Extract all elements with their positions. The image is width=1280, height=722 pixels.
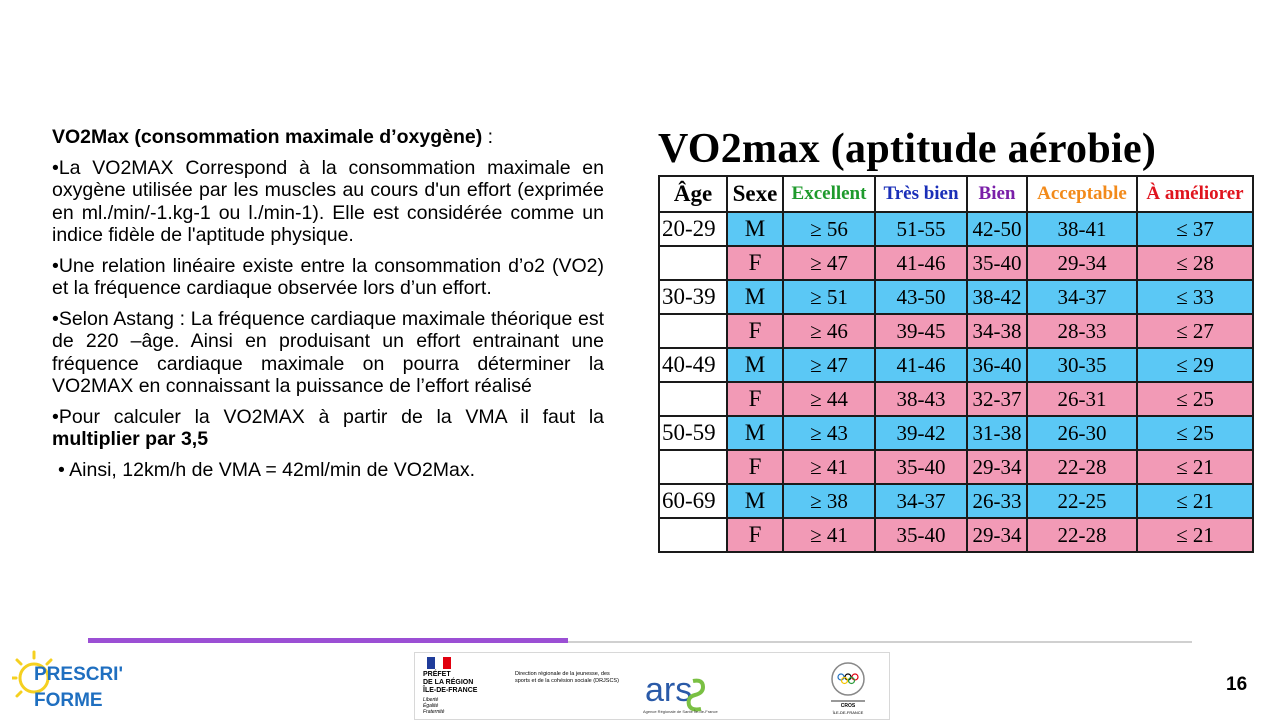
value-cell-bien: 34-38 bbox=[967, 314, 1027, 348]
prescriforme-logo bbox=[12, 646, 132, 716]
accent-bar bbox=[88, 638, 568, 643]
value-cell-excellent: ≥ 41 bbox=[783, 518, 875, 552]
value-cell-tres-bien: 34-37 bbox=[875, 484, 967, 518]
age-cell: 50-59 bbox=[659, 416, 727, 450]
value-cell-ameliorer: ≤ 37 bbox=[1137, 212, 1253, 246]
value-cell-bien: 38-42 bbox=[967, 280, 1027, 314]
column-header: Âge bbox=[659, 176, 727, 212]
table-row bbox=[659, 382, 1253, 416]
value-cell-tres-bien: 51-55 bbox=[875, 212, 967, 246]
value-cell-ameliorer: ≤ 27 bbox=[1137, 314, 1253, 348]
bullet-linear-relation: •Une relation linéaire existe entre la consommation d’o2 (VO2) et la fréquence cardiaque observée lors d’un effort. bbox=[52, 254, 604, 299]
value-cell-excellent: ≥ 47 bbox=[783, 246, 875, 280]
value-cell-bien: 29-34 bbox=[967, 450, 1027, 484]
page-number: 16 bbox=[1226, 674, 1248, 695]
column-header: Très bien bbox=[875, 176, 967, 212]
sex-cell: M bbox=[727, 280, 783, 314]
motto-line2: Égalité bbox=[423, 703, 439, 709]
value-cell-ameliorer: ≤ 25 bbox=[1137, 382, 1253, 416]
table-row bbox=[659, 212, 1253, 246]
value-cell-acceptable: 30-35 bbox=[1027, 348, 1137, 382]
heading-text: VO2Max (consommation maximale d’oxygène) bbox=[52, 126, 483, 148]
sex-cell: F bbox=[727, 518, 783, 552]
sex-cell: F bbox=[727, 450, 783, 484]
motto-line3: Fraternité bbox=[423, 709, 445, 715]
value-cell-bien: 31-38 bbox=[967, 416, 1027, 450]
value-cell-bien: 42-50 bbox=[967, 212, 1027, 246]
value-cell-ameliorer: ≤ 33 bbox=[1137, 280, 1253, 314]
cros-label: CROS bbox=[840, 703, 856, 709]
value-cell-ameliorer: ≤ 21 bbox=[1137, 484, 1253, 518]
value-cell-tres-bien: 43-50 bbox=[875, 280, 967, 314]
table-title: VO2max (aptitude aérobie) bbox=[658, 126, 1157, 172]
prescriforme-line2: FORME bbox=[34, 690, 103, 711]
value-cell-tres-bien: 41-46 bbox=[875, 348, 967, 382]
table-row bbox=[659, 484, 1253, 518]
value-cell-excellent: ≥ 41 bbox=[783, 450, 875, 484]
content-text bbox=[52, 126, 604, 489]
age-cell: 60-69 bbox=[659, 484, 727, 518]
value-cell-acceptable: 22-28 bbox=[1027, 450, 1137, 484]
value-cell-acceptable: 22-25 bbox=[1027, 484, 1137, 518]
value-cell-bien: 32-37 bbox=[967, 382, 1027, 416]
table-row bbox=[659, 280, 1253, 314]
value-cell-tres-bien: 35-40 bbox=[875, 450, 967, 484]
table-header-row bbox=[659, 176, 1253, 212]
table-row bbox=[659, 518, 1253, 552]
value-cell-acceptable: 26-31 bbox=[1027, 382, 1137, 416]
value-cell-excellent: ≥ 44 bbox=[783, 382, 875, 416]
sex-cell: F bbox=[727, 382, 783, 416]
value-cell-bien: 36-40 bbox=[967, 348, 1027, 382]
age-cell: 30-39 bbox=[659, 280, 727, 314]
heading-colon: : bbox=[482, 126, 494, 148]
bullet-calculation-bold: multiplier par 3,5 bbox=[52, 428, 209, 450]
value-cell-ameliorer: ≤ 25 bbox=[1137, 416, 1253, 450]
column-header: Acceptable bbox=[1027, 176, 1137, 212]
table-body bbox=[659, 212, 1253, 552]
age-cell bbox=[659, 246, 727, 280]
age-cell: 40-49 bbox=[659, 348, 727, 382]
value-cell-acceptable: 22-28 bbox=[1027, 518, 1137, 552]
age-cell bbox=[659, 450, 727, 484]
cros-sublabel: ÎLE-DE-FRANCE bbox=[832, 710, 864, 715]
section-heading bbox=[52, 126, 604, 149]
french-flag-icon bbox=[427, 657, 451, 669]
value-cell-bien: 29-34 bbox=[967, 518, 1027, 552]
value-cell-acceptable: 29-34 bbox=[1027, 246, 1137, 280]
value-cell-excellent: ≥ 46 bbox=[783, 314, 875, 348]
partner-logos bbox=[414, 652, 890, 720]
value-cell-ameliorer: ≤ 29 bbox=[1137, 348, 1253, 382]
age-cell bbox=[659, 314, 727, 348]
value-cell-bien: 26-33 bbox=[967, 484, 1027, 518]
prescriforme-line1: PRESCRI' bbox=[34, 664, 123, 685]
value-cell-tres-bien: 39-45 bbox=[875, 314, 967, 348]
value-cell-ameliorer: ≤ 21 bbox=[1137, 450, 1253, 484]
sex-cell: M bbox=[727, 212, 783, 246]
value-cell-excellent: ≥ 43 bbox=[783, 416, 875, 450]
bullet-calculation-text: •Pour calculer la VO2MAX à partir de la VMA il faut la bbox=[52, 405, 604, 428]
ars-logo bbox=[641, 667, 721, 715]
value-cell-ameliorer: ≤ 28 bbox=[1137, 246, 1253, 280]
value-cell-acceptable: 34-37 bbox=[1027, 280, 1137, 314]
motto-line1: Liberté bbox=[423, 697, 439, 703]
bullet-definition: •La VO2MAX Correspond à la consommation maximale en oxygène utilisée par les muscles au cours d'un effort (exprimée en ml./min/-1.kg-1 ou l./min-1). Elle est considérée comme un indice fidèle de l'aptitude physique. bbox=[52, 156, 604, 246]
table-row bbox=[659, 450, 1253, 484]
cros-logo bbox=[823, 659, 873, 717]
value-cell-excellent: ≥ 38 bbox=[783, 484, 875, 518]
drjscs-text: Direction régionale de la jeunesse, des sports et de la cohésion sociale (DRJSCS) bbox=[515, 671, 619, 684]
table-row bbox=[659, 314, 1253, 348]
value-cell-acceptable: 28-33 bbox=[1027, 314, 1137, 348]
cros-emblem-icon bbox=[832, 663, 864, 695]
value-cell-ameliorer: ≤ 21 bbox=[1137, 518, 1253, 552]
value-cell-acceptable: 38-41 bbox=[1027, 212, 1137, 246]
sex-cell: F bbox=[727, 314, 783, 348]
value-cell-tres-bien: 38-43 bbox=[875, 382, 967, 416]
age-cell: 20-29 bbox=[659, 212, 727, 246]
sex-cell: F bbox=[727, 246, 783, 280]
age-cell bbox=[659, 382, 727, 416]
column-header: Bien bbox=[967, 176, 1027, 212]
sex-cell: M bbox=[727, 484, 783, 518]
table-row bbox=[659, 246, 1253, 280]
column-header: Sexe bbox=[727, 176, 783, 212]
bullet-calculation bbox=[52, 406, 604, 451]
ars-wordmark: ars bbox=[645, 671, 693, 709]
value-cell-tres-bien: 41-46 bbox=[875, 246, 967, 280]
table-row bbox=[659, 348, 1253, 382]
bullet-astrand: •Selon Astang : La fréquence cardiaque maximale théorique est de 220 –âge. Ainsi en produisant un effort entrainant une fréquence cardiaque maximale on pourra déterminer la VO2MAX en connaissant la puissance de l’effort réalisé bbox=[52, 307, 604, 397]
table-row bbox=[659, 416, 1253, 450]
value-cell-acceptable: 26-30 bbox=[1027, 416, 1137, 450]
column-header: Excellent bbox=[783, 176, 875, 212]
ars-subtitle: Agence Régionale de Santé Île-de-France bbox=[643, 709, 718, 714]
age-cell bbox=[659, 518, 727, 552]
prefet-line2: DE LA RÉGION bbox=[423, 679, 474, 686]
value-cell-bien: 35-40 bbox=[967, 246, 1027, 280]
prefet-logo bbox=[423, 657, 507, 715]
prefet-line1: PRÉFET bbox=[423, 671, 451, 678]
value-cell-excellent: ≥ 51 bbox=[783, 280, 875, 314]
value-cell-tres-bien: 39-42 bbox=[875, 416, 967, 450]
sex-cell: M bbox=[727, 348, 783, 382]
column-header: À améliorer bbox=[1137, 176, 1253, 212]
value-cell-excellent: ≥ 47 bbox=[783, 348, 875, 382]
value-cell-tres-bien: 35-40 bbox=[875, 518, 967, 552]
vo2max-table bbox=[658, 175, 1254, 553]
prefet-line3: ÎLE-DE-FRANCE bbox=[423, 687, 478, 694]
sex-cell: M bbox=[727, 416, 783, 450]
bullet-example: • Ainsi, 12km/h de VMA = 42ml/min de VO2Max. bbox=[58, 458, 476, 481]
value-cell-excellent: ≥ 56 bbox=[783, 212, 875, 246]
